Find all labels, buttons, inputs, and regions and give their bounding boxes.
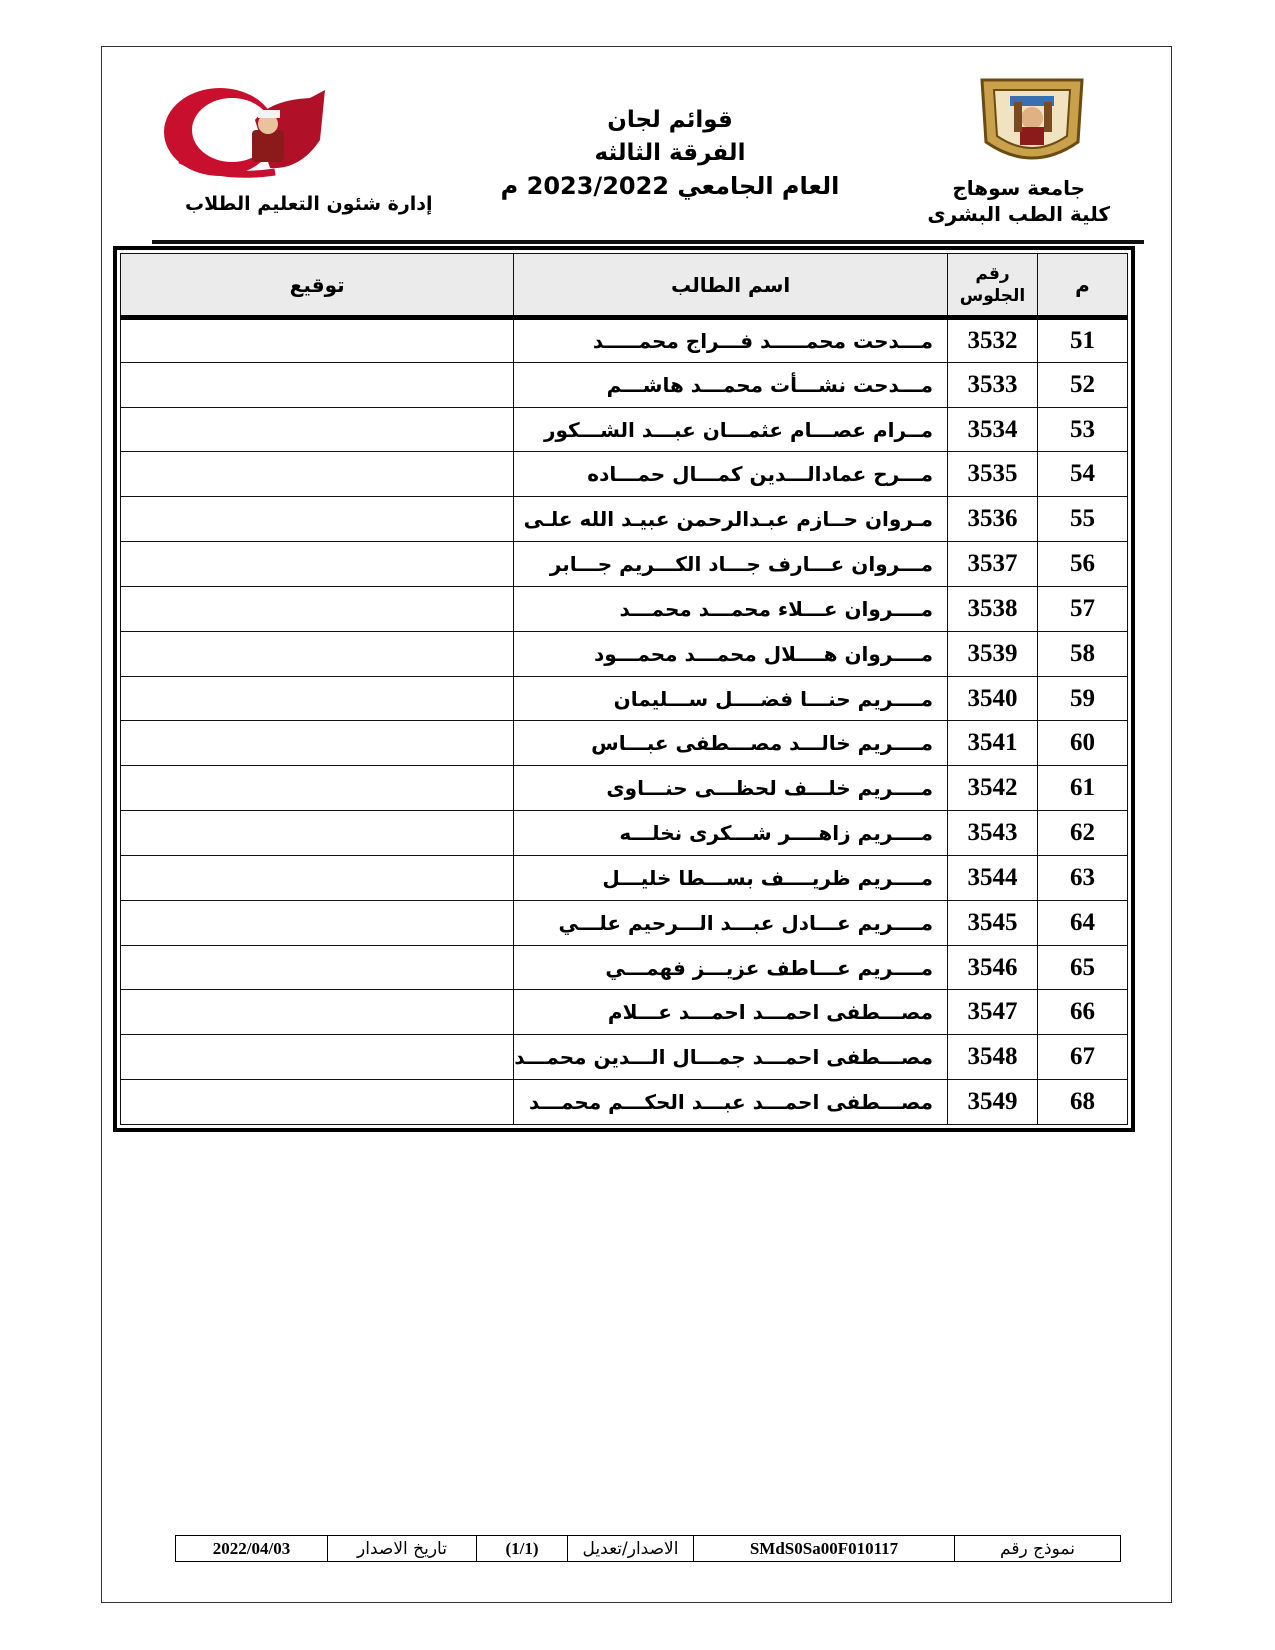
row-seat-number: 3536	[948, 497, 1038, 542]
table-row	[121, 990, 1128, 1035]
row-serial: 60	[1038, 721, 1128, 766]
row-seat-number: 3549	[948, 1080, 1038, 1125]
row-seat-number: 3544	[948, 855, 1038, 900]
header-signature: توقيع	[121, 254, 514, 318]
row-seat-number: 3540	[948, 676, 1038, 721]
row-seat-number: 3542	[948, 766, 1038, 811]
row-seat-number: 3537	[948, 542, 1038, 587]
header-seat-number: رقم الجلوس	[948, 254, 1038, 318]
row-serial: 52	[1038, 362, 1128, 407]
table-row	[121, 811, 1128, 856]
row-serial: 56	[1038, 542, 1128, 587]
row-signature-cell[interactable]	[121, 1035, 514, 1080]
issue-date: 2022/04/03	[212, 1538, 291, 1558]
row-serial: 67	[1038, 1035, 1128, 1080]
header-student-name: اسم الطالب	[514, 254, 948, 318]
form-number-label: نموذج رقم	[954, 1536, 1120, 1561]
table-row	[121, 766, 1128, 811]
row-serial: 62	[1038, 811, 1128, 856]
row-student-name: مصـــطفى احمـــد جمـــال الـــدين محمـــد	[514, 1035, 948, 1080]
row-student-name: مـــرح عمادالـــدين كمـــال حمـــاده	[514, 452, 948, 497]
row-student-name: مـــدحت محمـــــد فـــراج محمـــــد	[514, 318, 948, 363]
level-title: الفرقة الثالثه	[594, 140, 746, 166]
header-serial: م	[1038, 254, 1128, 318]
row-seat-number: 3545	[948, 900, 1038, 945]
row-serial: 61	[1038, 766, 1128, 811]
row-student-name: مــــريم ظريــــف بســـطا خليـــل	[514, 855, 948, 900]
row-seat-number: 3547	[948, 990, 1038, 1035]
row-signature-cell[interactable]	[121, 542, 514, 587]
table-row	[121, 362, 1128, 407]
table-row	[121, 676, 1128, 721]
table-row	[121, 407, 1128, 452]
row-student-name: مــــريم عـــادل عبـــد الـــرحيم علـــي	[514, 900, 948, 945]
row-seat-number: 3543	[948, 811, 1038, 856]
table-row	[121, 631, 1128, 676]
table-row	[121, 318, 1128, 363]
row-student-name: مــــريم خالـــد مصـــطفى عبـــاس	[514, 721, 948, 766]
row-student-name: مــــريم عـــاطف عزيـــز فهمـــي	[514, 945, 948, 990]
row-signature-cell[interactable]	[121, 945, 514, 990]
university-name: جامعة سوهاج	[952, 176, 1085, 200]
row-student-name: مــــريم حنـــا فضــــل ســـليمان	[514, 676, 948, 721]
row-signature-cell[interactable]	[121, 586, 514, 631]
table-row	[121, 721, 1128, 766]
issue-date-label: تاريخ الاصدار	[327, 1536, 476, 1561]
table-row	[121, 855, 1128, 900]
row-serial: 51	[1038, 318, 1128, 363]
row-serial: 55	[1038, 497, 1128, 542]
row-serial: 66	[1038, 990, 1128, 1035]
table-row	[121, 452, 1128, 497]
faculty-logo	[160, 80, 350, 180]
row-seat-number: 3546	[948, 945, 1038, 990]
row-student-name: مـروان حــازم عبـدالرحمن عبيـد الله علـى	[514, 497, 948, 542]
table-header-row	[121, 254, 1128, 318]
row-signature-cell[interactable]	[121, 721, 514, 766]
faculty-name: كلية الطب البشرى	[927, 202, 1110, 226]
row-signature-cell[interactable]	[121, 1080, 514, 1125]
row-signature-cell[interactable]	[121, 318, 514, 363]
row-seat-number: 3538	[948, 586, 1038, 631]
table-row	[121, 542, 1128, 587]
version-label: الاصدار/تعديل	[567, 1536, 693, 1561]
row-signature-cell[interactable]	[121, 990, 514, 1035]
row-signature-cell[interactable]	[121, 676, 514, 721]
header-divider	[152, 240, 1144, 244]
academic-year: العام الجامعي 2023/2022 م	[500, 172, 840, 200]
row-signature-cell[interactable]	[121, 855, 514, 900]
university-block	[927, 175, 1110, 227]
row-student-name: مصـــطفى احمـــد عبـــد الحكـــم محمـــد	[514, 1080, 948, 1125]
row-seat-number: 3532	[948, 318, 1038, 363]
row-student-name: مصـــطفى احمـــد احمـــد عـــلام	[514, 990, 948, 1035]
row-student-name: مـــروان عـــارف جـــاد الكـــريم جـــابر	[514, 542, 948, 587]
row-seat-number: 3533	[948, 362, 1038, 407]
table-row	[121, 497, 1128, 542]
document-title: قوائم لجان	[607, 107, 733, 133]
version-number: (1/1)	[476, 1536, 567, 1561]
row-signature-cell[interactable]	[121, 631, 514, 676]
row-serial: 57	[1038, 586, 1128, 631]
row-serial: 53	[1038, 407, 1128, 452]
table-row	[121, 586, 1128, 631]
university-logo	[974, 72, 1090, 172]
row-signature-cell[interactable]	[121, 900, 514, 945]
row-serial: 54	[1038, 452, 1128, 497]
row-seat-number: 3541	[948, 721, 1038, 766]
row-student-name: مــــروان هــــلال محمـــد محمـــود	[514, 631, 948, 676]
row-serial: 64	[1038, 900, 1128, 945]
row-signature-cell[interactable]	[121, 362, 514, 407]
row-serial: 68	[1038, 1080, 1128, 1125]
row-student-name: مــرام عصـــام عثمـــان عبـــد الشـــكور	[514, 407, 948, 452]
row-signature-cell[interactable]	[121, 497, 514, 542]
row-student-name: مــــروان عـــلاء محمـــد محمـــد	[514, 586, 948, 631]
row-seat-number: 3534	[948, 407, 1038, 452]
row-student-name: مــــريم زاهــــر شـــكرى نخلـــه	[514, 811, 948, 856]
row-student-name: مـــدحت نشـــأت محمـــد هاشـــم	[514, 362, 948, 407]
row-signature-cell[interactable]	[121, 452, 514, 497]
table-row	[121, 900, 1128, 945]
row-serial: 58	[1038, 631, 1128, 676]
row-seat-number: 3539	[948, 631, 1038, 676]
row-serial: 59	[1038, 676, 1128, 721]
row-serial: 63	[1038, 855, 1128, 900]
students-table-frame	[113, 246, 1135, 1132]
form-number: SMdS0Sa00F010117	[693, 1536, 954, 1561]
table-row	[121, 945, 1128, 990]
row-seat-number: 3548	[948, 1035, 1038, 1080]
department-name: إدارة شئون التعليم الطلاب	[185, 193, 433, 215]
document-title-block	[480, 104, 860, 203]
row-signature-cell[interactable]	[121, 811, 514, 856]
table-row	[121, 1080, 1128, 1125]
table-row	[121, 1035, 1128, 1080]
row-signature-cell[interactable]	[121, 407, 514, 452]
students-table	[120, 253, 1128, 1125]
row-student-name: مــــريم خلـــف لحظـــى حنـــاوى	[514, 766, 948, 811]
row-seat-number: 3535	[948, 452, 1038, 497]
row-signature-cell[interactable]	[121, 766, 514, 811]
document-footer	[175, 1535, 1121, 1562]
row-serial: 65	[1038, 945, 1128, 990]
